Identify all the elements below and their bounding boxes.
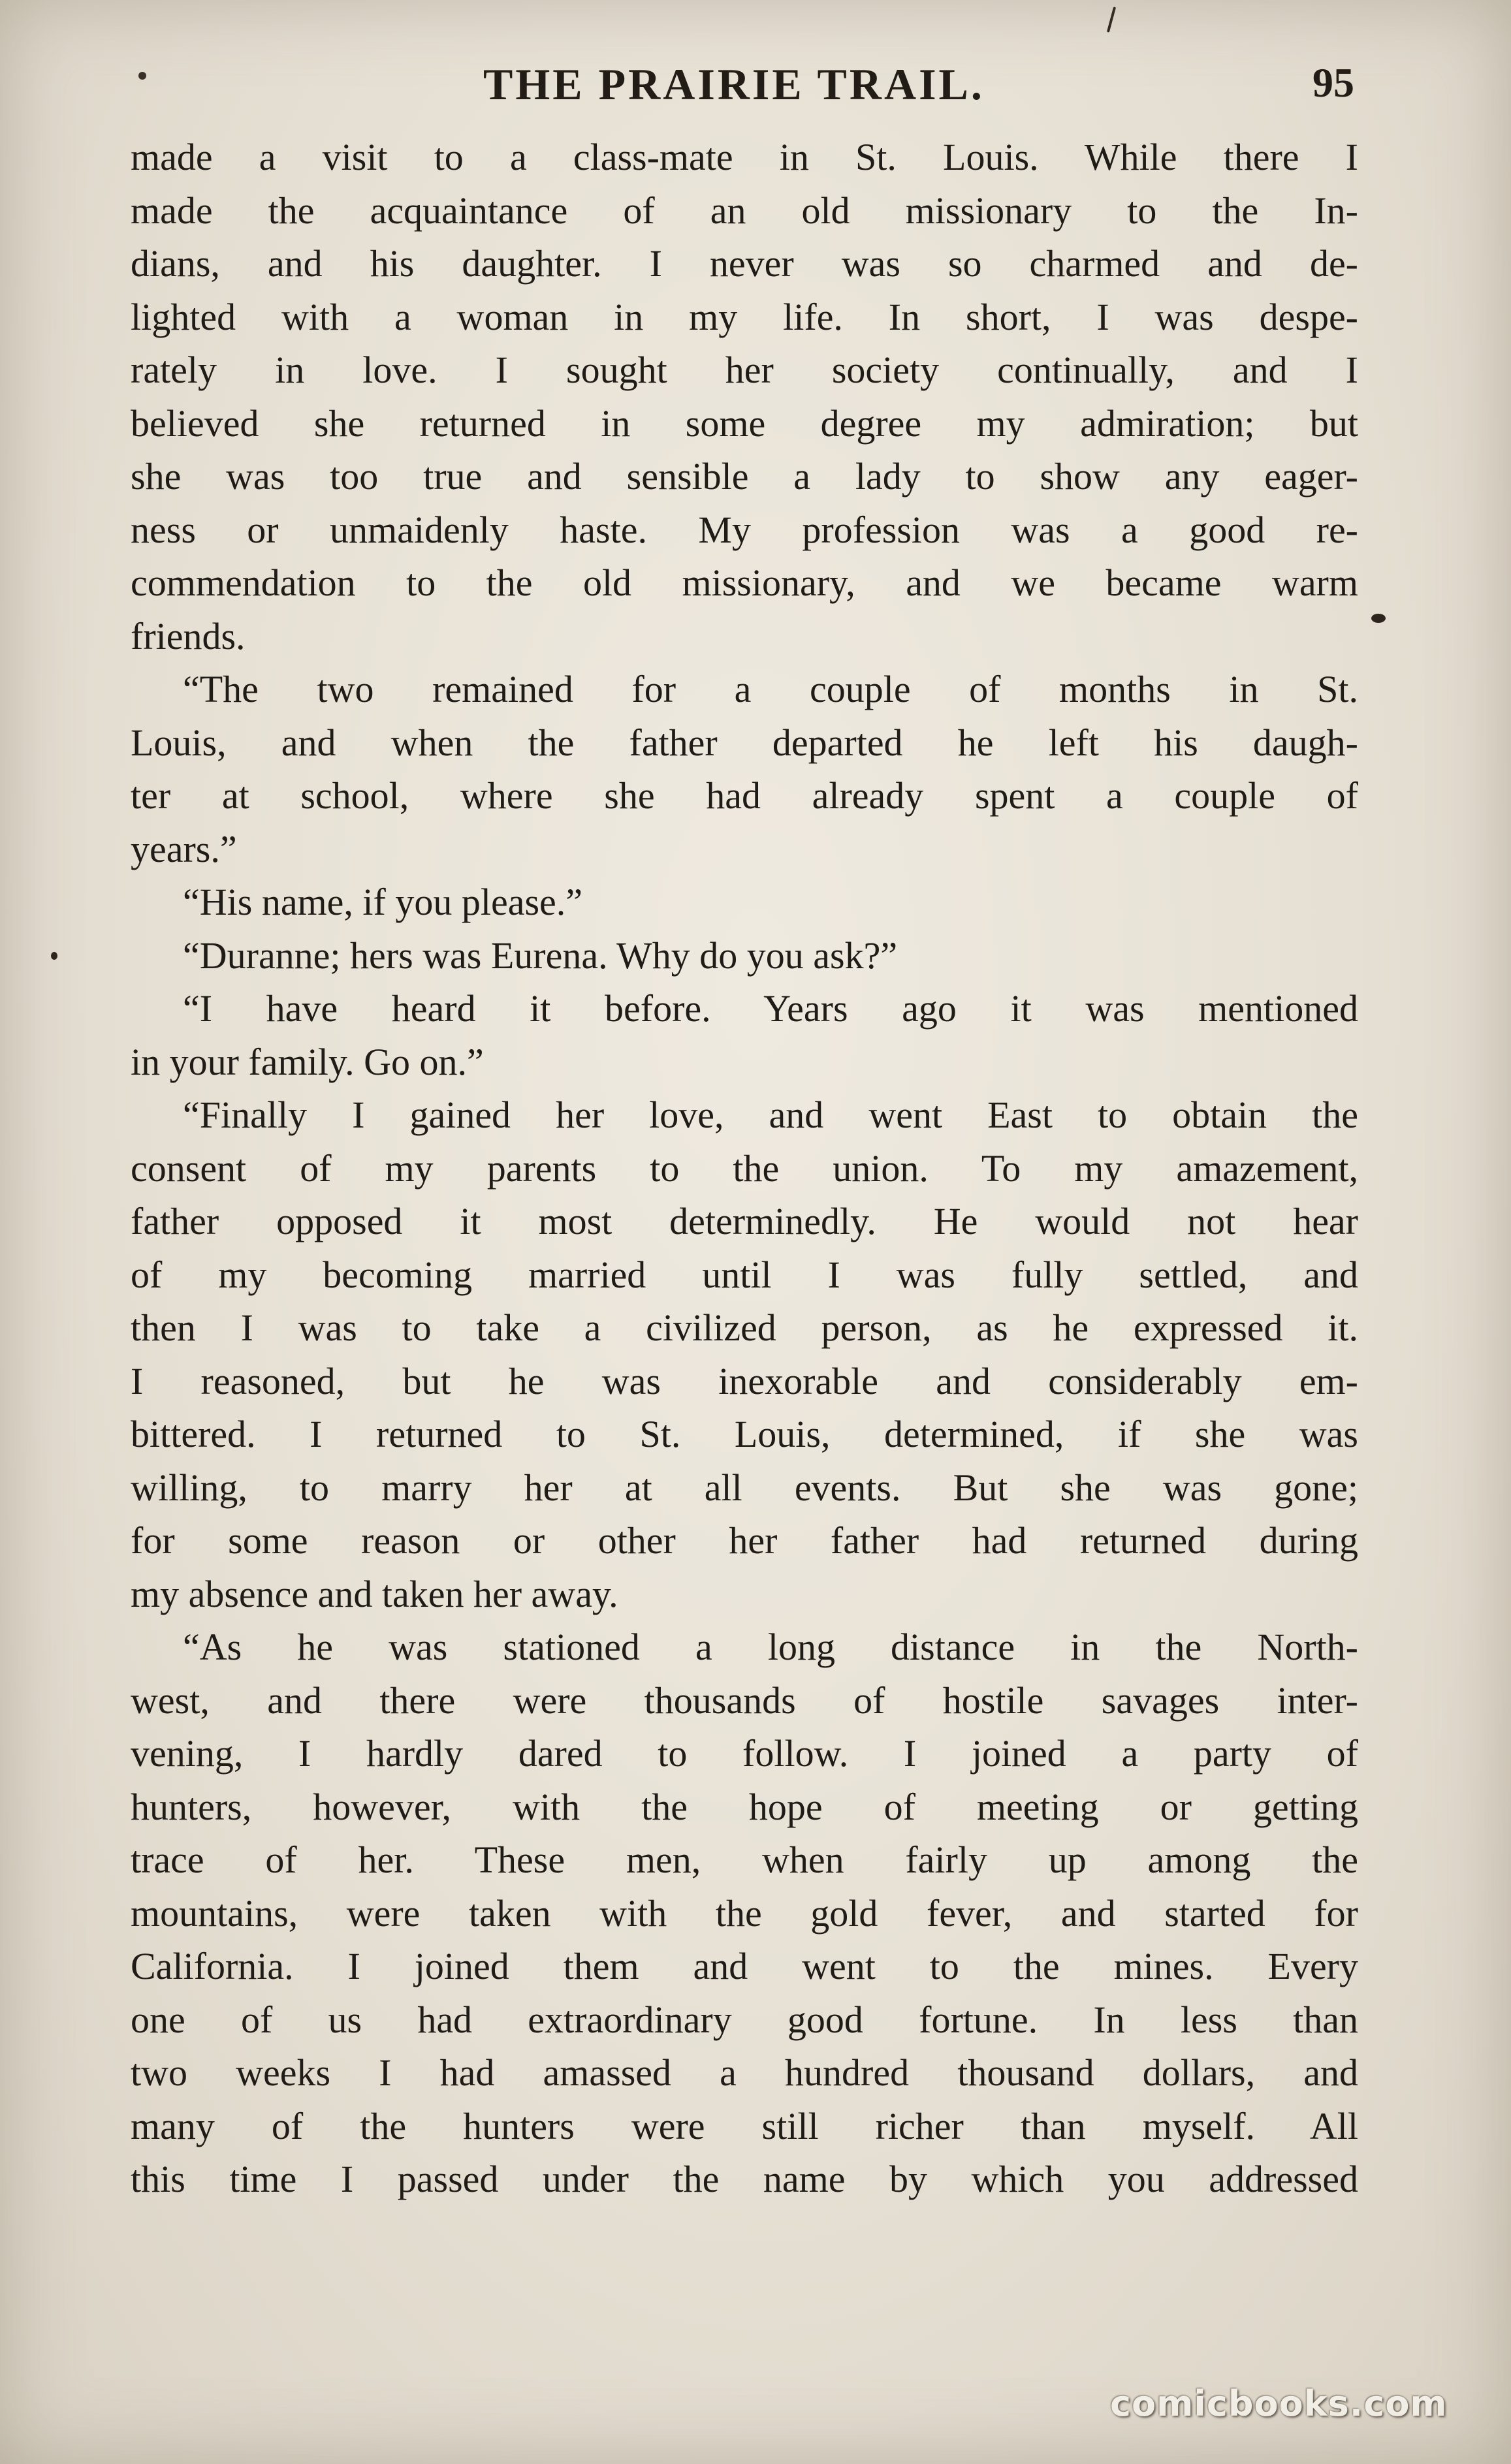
- text-line: in your family. Go on.”: [131, 1040, 484, 1083]
- text-line: made the acquaintance of an old missionary to the In-: [131, 189, 1358, 232]
- text-line: willing, to marry her at all events. But she was gone;: [131, 1466, 1358, 1509]
- ink-speck: [51, 952, 57, 960]
- text-line: I reasoned, but he was inexorable and considerably em-: [131, 1359, 1358, 1402]
- text-line: years.”: [131, 827, 237, 870]
- text-line: rately in love. I sought her society continually, and I: [131, 349, 1358, 391]
- text-line: consent of my parents to the union. To my amazement,: [131, 1146, 1358, 1190]
- ink-speck: [138, 72, 146, 80]
- text-line: “Duranne; hers was Eurena. Why do you ask?”: [183, 934, 898, 977]
- text-line: “Finally I gained her love, and went East to obtain the: [183, 1094, 1358, 1136]
- text-line: one of us had extraordinary good fortune. In less than: [131, 1998, 1358, 2041]
- running-title: THE PRAIRIE TRAIL.: [483, 59, 985, 109]
- text-line: friends.: [131, 614, 246, 657]
- text-line: dians, and his daughter. I never was so charmed and de-: [131, 242, 1358, 285]
- text-line: she was too true and sensible a lady to show any eager-: [131, 455, 1358, 498]
- text-line: commendation to the old missionary, and we became warm: [131, 561, 1358, 604]
- text-line: mountains, were taken with the gold fever, and started for: [131, 1891, 1358, 1935]
- text-line: of my becoming married until I was fully settled, and: [131, 1253, 1358, 1296]
- text-line: father opposed it most determinedly. He would not hear: [131, 1200, 1358, 1242]
- text-line: lighted with a woman in my life. In short, I was despe-: [131, 295, 1358, 338]
- text-line: ness or unmaidenly haste. My profession was a good re-: [131, 508, 1358, 551]
- page-header: [0, 46, 1511, 124]
- body-text: [131, 131, 1358, 2206]
- text-line: hunters, however, with the hope of meeting or getting: [131, 1785, 1358, 1828]
- text-line: my absence and taken her away.: [131, 1572, 618, 1615]
- text-line: two weeks I had amassed a hundred thousand dollars, and: [131, 2051, 1358, 2094]
- text-line: trace of her. These men, when fairly up among the: [131, 1839, 1358, 1881]
- page-number: 95: [1312, 59, 1354, 106]
- text-line: for some reason or other her father had returned during: [131, 1519, 1358, 1562]
- text-line: many of the hunters were still richer than myself. All: [131, 2104, 1358, 2147]
- ink-speck: [1371, 614, 1386, 623]
- text-line: “As he was stationed a long distance in the North-: [183, 1626, 1358, 1668]
- text-line: California. I joined them and went to the mines. Every: [131, 1945, 1358, 1987]
- text-line: “I have heard it before. Years ago it was mentioned: [183, 987, 1358, 1030]
- text-line: bittered. I returned to St. Louis, determined, if she was: [131, 1413, 1358, 1455]
- text-line: then I was to take a civilized person, as he expressed it.: [131, 1306, 1358, 1349]
- text-line: “His name, if you please.”: [183, 881, 583, 923]
- text-line: vening, I hardly dared to follow. I joined a party of: [131, 1732, 1358, 1775]
- text-line: “The two remained for a couple of months in St.: [183, 668, 1358, 710]
- text-line: ter at school, where she had already spent a couple of: [131, 774, 1358, 817]
- text-line: west, and there were thousands of hostile savages inter-: [131, 1679, 1358, 1722]
- text-line: believed she returned in some degree my admiration; but: [131, 402, 1358, 445]
- text-line: Louis, and when the father departed he left his daugh-: [131, 721, 1358, 764]
- watermark: comicbooks.com: [1110, 2383, 1448, 2424]
- text-line: this time I passed under the name by which you addressed: [131, 2158, 1358, 2200]
- ink-speck: [1107, 7, 1116, 33]
- text-line: made a visit to a class-mate in St. Louis. While there I: [131, 136, 1358, 178]
